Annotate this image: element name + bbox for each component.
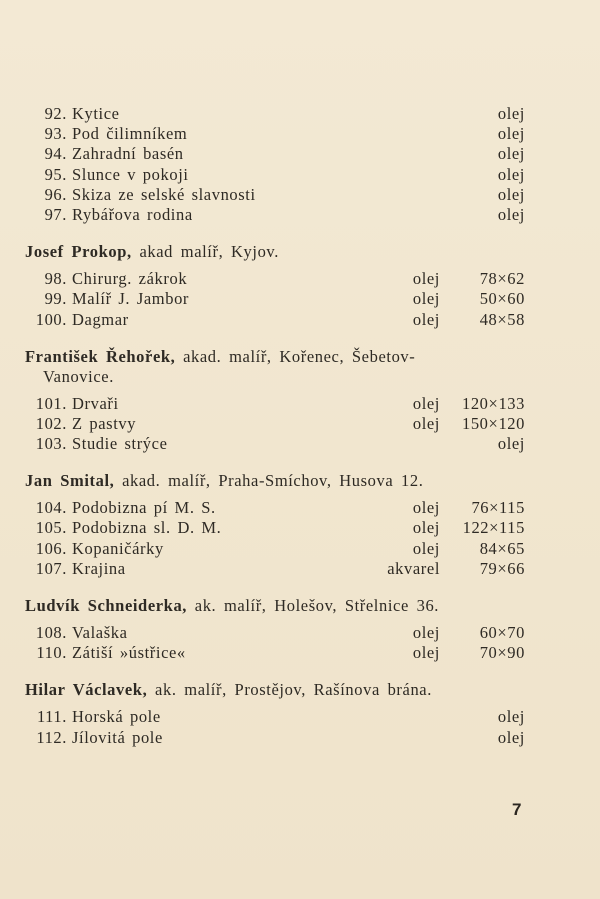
- entry-title: Kytice: [72, 104, 120, 123]
- entry-number: 111.: [36, 707, 67, 727]
- artist-group: [25, 680, 525, 747]
- entry-title: Kopaničárky: [72, 538, 164, 558]
- entry-title: Dagmar: [72, 309, 129, 329]
- entry-number: 104.: [35, 498, 67, 518]
- entry-medium: olej: [497, 727, 525, 747]
- entry-size: 150×120: [461, 413, 525, 433]
- entry-title: Podobizna sl. D. M.: [72, 518, 222, 538]
- artist-heading: [25, 242, 525, 262]
- entry-number: 96.: [44, 184, 67, 204]
- entry-medium: olej: [412, 643, 440, 663]
- entry-medium: olej: [497, 104, 525, 123]
- artist-details-continued: Vanovice.: [43, 366, 114, 386]
- catalog-listing: [25, 104, 525, 748]
- artist-name: Hilar Václavek,: [25, 680, 148, 700]
- artist-group: [25, 471, 525, 579]
- artist-heading: [25, 680, 525, 700]
- artwork-entry: [25, 539, 525, 559]
- entry-medium: olej: [497, 707, 525, 727]
- entry-number: 101.: [35, 393, 67, 413]
- entry-medium: olej: [412, 623, 440, 642]
- artist-name: Josef Prokop,: [25, 242, 132, 262]
- artwork-entry: [25, 414, 525, 434]
- entry-number: 108.: [35, 623, 67, 642]
- entry-title: Podobizna pí M. S.: [72, 498, 216, 518]
- artist-heading: [25, 347, 525, 387]
- entry-number: 100.: [35, 309, 67, 329]
- artwork-entry: [25, 434, 525, 454]
- entry-title: Chirurg. zákrok: [72, 269, 188, 289]
- artwork-entry: [25, 623, 525, 643]
- entry-number: 94.: [44, 144, 67, 164]
- entry-size: 76×115: [471, 498, 525, 518]
- artwork-entry: [25, 185, 525, 205]
- entry-size: 48×58: [479, 309, 525, 329]
- artist-details: akad malíř, Kyjov.: [139, 242, 279, 262]
- entry-size: 70×90: [479, 643, 525, 663]
- artwork-entry: [25, 144, 525, 164]
- entry-size: 120×133: [461, 393, 525, 413]
- artist-details: ak. malíř, Holešov, Střelnice 36.: [194, 596, 440, 615]
- entry-title: Rybářova rodina: [72, 204, 193, 224]
- artwork-entry: [25, 310, 525, 330]
- entry-size: 78×62: [479, 269, 525, 289]
- entry-title: Krajina: [72, 558, 126, 578]
- artwork-entry: [25, 205, 525, 225]
- entry-medium: olej: [497, 204, 525, 224]
- entry-title: Horská pole: [72, 707, 161, 727]
- entry-medium: olej: [497, 434, 525, 454]
- artwork-entry: [25, 394, 525, 414]
- entry-number: 103.: [35, 434, 67, 454]
- entry-size: 60×70: [479, 623, 525, 642]
- entry-medium: olej: [412, 309, 440, 329]
- entry-size: 50×60: [479, 289, 525, 309]
- artwork-entry: [25, 498, 525, 518]
- entry-number: 106.: [35, 538, 67, 558]
- entry-medium: akvarel: [387, 558, 440, 578]
- artist-heading: [25, 471, 525, 491]
- entry-medium: olej: [497, 164, 525, 184]
- entry-number: 93.: [44, 124, 67, 144]
- artist-group: [25, 242, 525, 330]
- entry-number: 112.: [36, 727, 67, 747]
- artist-details: akad. malíř, Kořenec, Šebetov-: [183, 346, 416, 366]
- entry-size: 84×65: [479, 538, 525, 558]
- artwork-entry: [25, 289, 525, 309]
- entry-title: Drvaři: [72, 393, 119, 413]
- entry-title: Zátiší »ústřice«: [72, 643, 186, 663]
- entry-size: 122×115: [462, 518, 525, 538]
- entry-medium: olej: [497, 144, 525, 164]
- artist-details: akad. malíř, Praha-Smíchov, Husova 12.: [122, 471, 424, 491]
- artist-name: Ludvík Schneiderka,: [25, 596, 188, 615]
- artist-name: František Řehořek,: [25, 346, 176, 366]
- artwork-group: [25, 104, 525, 225]
- entry-medium: olej: [412, 538, 440, 558]
- artwork-entry: [25, 707, 525, 727]
- entry-title: Skiza ze selské slavnosti: [72, 184, 256, 204]
- entry-medium: olej: [497, 124, 525, 144]
- entry-number: 99.: [44, 289, 67, 309]
- entry-number: 95.: [44, 164, 67, 184]
- entry-medium: olej: [412, 413, 440, 433]
- entry-number: 107.: [35, 558, 67, 578]
- entry-number: 105.: [35, 518, 67, 538]
- entry-size: 79×66: [479, 558, 525, 578]
- entry-medium: olej: [412, 498, 440, 518]
- artist-group: [25, 596, 525, 663]
- artwork-entry: [25, 124, 525, 144]
- entry-number: 92.: [44, 104, 67, 123]
- artist-group: [25, 347, 525, 455]
- entry-title: Malíř J. Jambor: [72, 289, 190, 309]
- artist-heading: [25, 596, 525, 616]
- page-number: 7: [512, 800, 522, 819]
- entry-title: Zahradní basén: [72, 144, 184, 164]
- entry-title: Jílovitá pole: [72, 727, 163, 747]
- artwork-entry: [25, 559, 525, 579]
- entry-number: 97.: [44, 204, 67, 224]
- artwork-entry: [25, 104, 525, 124]
- entry-title: Pod čilimníkem: [72, 124, 188, 144]
- entry-number: 102.: [35, 413, 67, 433]
- entry-title: Slunce v pokoji: [72, 164, 189, 184]
- entry-title: Z pastvy: [72, 413, 137, 433]
- entry-medium: olej: [412, 518, 440, 538]
- entry-medium: olej: [497, 184, 525, 204]
- entry-title: Studie strýce: [72, 434, 168, 454]
- entry-number: 98.: [44, 269, 67, 289]
- entry-medium: olej: [412, 289, 440, 309]
- entry-title: Valaška: [72, 623, 128, 642]
- artist-name: Jan Smital,: [25, 471, 115, 491]
- artwork-entry: [25, 165, 525, 185]
- artwork-entry: [25, 728, 525, 748]
- artwork-entry: [25, 518, 525, 538]
- entry-medium: olej: [412, 269, 440, 289]
- artwork-entry: [25, 643, 525, 663]
- artist-details: ak. malíř, Prostějov, Rašínova brána.: [155, 680, 432, 700]
- entry-number: 110.: [36, 643, 67, 663]
- artwork-entry: [25, 269, 525, 289]
- entry-medium: olej: [412, 393, 440, 413]
